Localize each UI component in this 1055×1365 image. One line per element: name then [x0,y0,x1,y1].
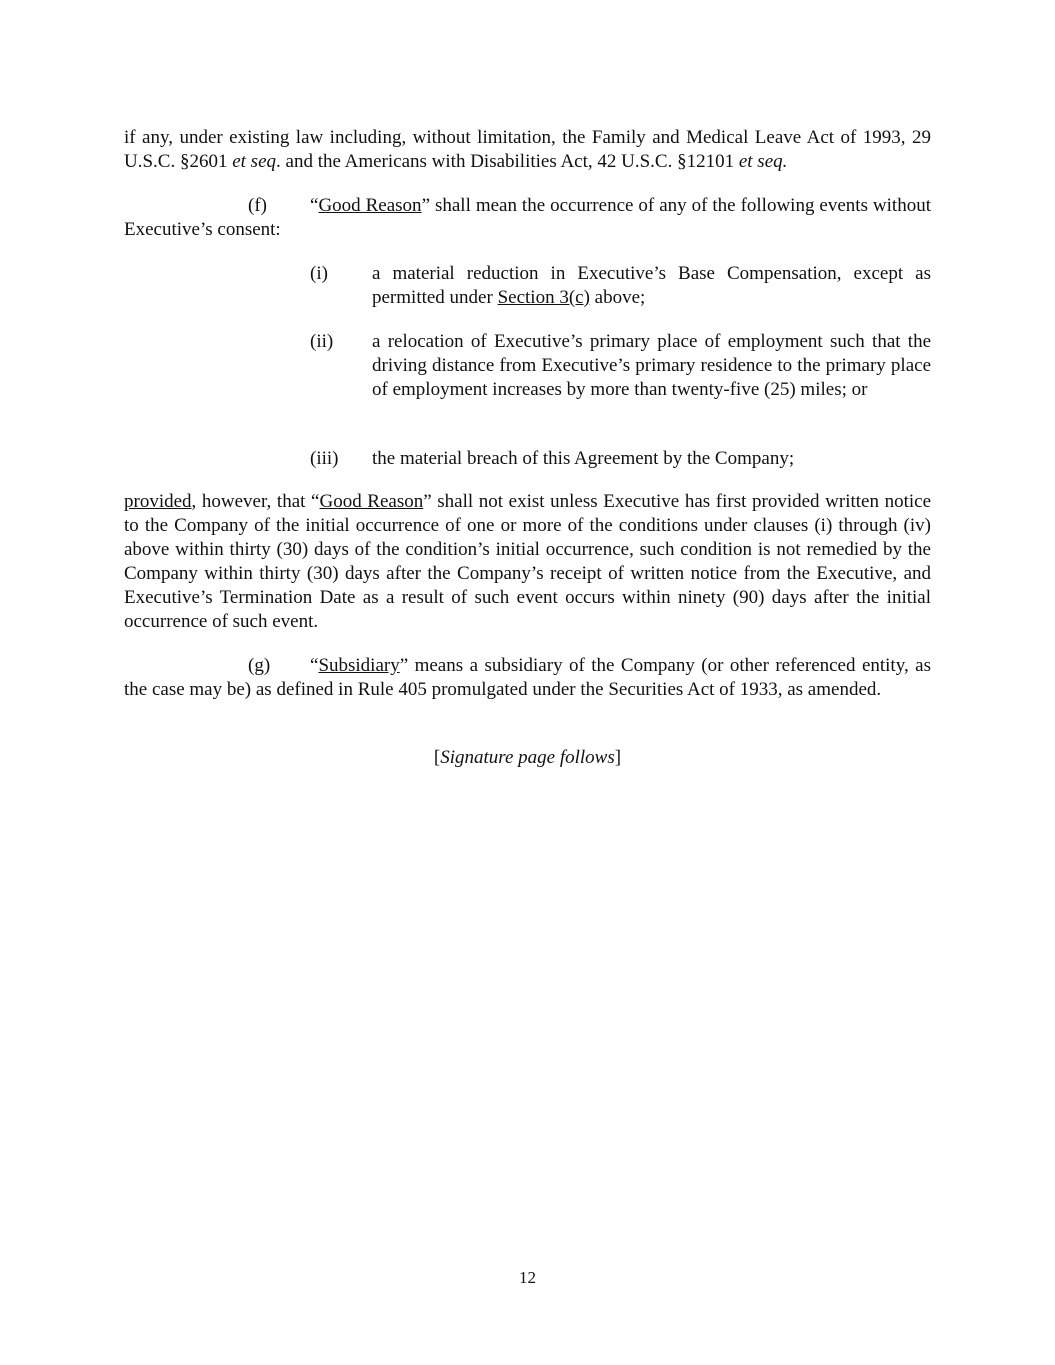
intro-text-a: if any, under existing law including, without limitation, the Family and Medical Leave Act of 1993, 29 U.S.C. §2601 [124,127,931,172]
signature-close-bracket: ] [614,747,622,768]
list-item-iii-label: (iii) [310,448,339,469]
signature-open-bracket: [ [433,747,441,768]
definition-f-paragraph [124,194,931,242]
signature-note-text: Signature page follows [440,747,615,768]
definition-g-label: (g) [248,655,271,676]
provided-term: provided [124,491,192,512]
section-reference: Section 3(c) [497,287,590,308]
definition-f-text: ” shall mean the occurrence of any of the following events without Executive’s consent: [124,195,931,240]
list-item-i-text [372,262,931,310]
definition-g-term: Subsidiary [318,655,400,676]
list-item-i-label: (i) [310,263,328,284]
intro-paragraph [124,126,931,174]
intro-text-b: . and the Americans with Disabilities Act, 42 U.S.C. §12101 [276,151,739,172]
proviso-text-b: ” shall not exist unless Executive has first provided written notice to the Company of the initial occurrence of one or more of the conditions under clauses (i) through (iv) above within thirty (30) days of the condition’s initial occurrence, such condition is not remedied by the Company within thirty (30) days after the Company’s receipt of written notice from the Executive, and Executive’s Termination Date as a result of such event occurs within ninety (90) days after the initial occurrence of such event. [124,491,931,632]
definition-g-paragraph [124,654,931,702]
et-seq-1: et seq [232,151,277,172]
list-item-i [310,262,931,310]
list-item-i-text-a: a material reduction in Executive’s Base Compensation, except as permitted under [372,263,931,308]
list-item-iii [310,447,931,471]
definition-g-text: ” means a subsidiary of the Company (or other referenced entity, as the case may be) as defined in Rule 405 promulgated under the Securities Act of 1933, as amended. [124,655,931,700]
list-item-ii [310,330,931,426]
proviso-good-reason-term: Good Reason [319,491,424,512]
page-number: 12 [519,1268,536,1287]
definition-g-open-quote: “ [310,655,319,676]
signature-page-note [124,746,931,770]
list-item-iii-text: the material breach of this Agreement by the Company; [372,448,795,469]
proviso-paragraph [124,490,931,634]
definition-f-open-quote: “ [310,195,319,216]
list-item-ii-label: (ii) [310,331,334,352]
list-item-ii-text: a relocation of Executive’s primary place of employment such that the driving distance from Executive’s primary residence to the primary place of employment increases by more than twenty-five (25) miles; or [372,331,931,400]
list-item-i-text-b: above; [589,287,646,308]
definition-f-term: Good Reason [318,195,422,216]
et-seq-2: et seq. [738,151,788,172]
definition-f-label: (f) [248,195,267,216]
proviso-text-a: , however, that “ [191,491,320,512]
